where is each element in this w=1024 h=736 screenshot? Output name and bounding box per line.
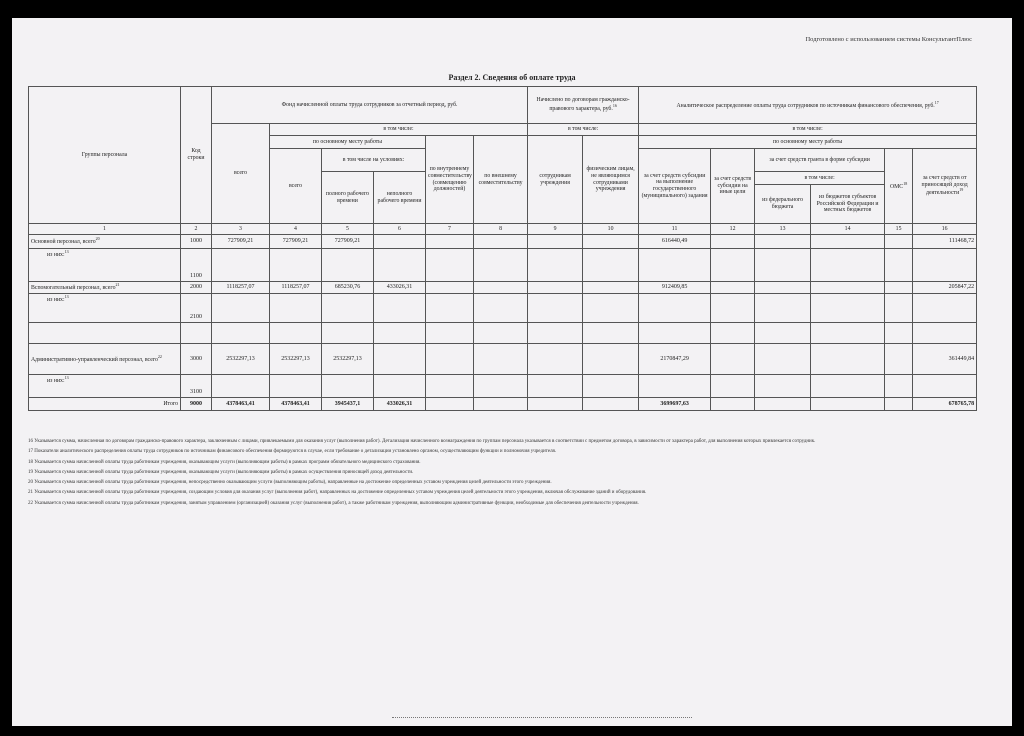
footnote: 21 Указывается сумма начисленной оплаты труда работникам учреждения, создающим условия для оказания услуг (выполнения работ), направленных на достижение определенных уставом учреждения целей деятельности этого учреждения, включая обслуживание зданий и оборудования.: [28, 490, 647, 496]
col-grant-header: за счет средств гранта в форме субсидии: [755, 149, 885, 172]
col-number: 15: [885, 224, 913, 235]
col-number: 12: [711, 224, 755, 235]
footnotes: [28, 439, 968, 511]
footnote: 16 Указывается сумма, начисленная по договорам гражданско-правового характера, заключенным с лицами, привлекаемыми для оказания услуг (выполнения работ). Детализация начисленного вознаграждения по группам персонала указывается в соответствии с предметом договора, в зависимости от характера работ, для выполнения которых привлекается сотрудник.: [28, 439, 816, 444]
col-other-subsidy-header: за счет средств субсидии на иные цели: [711, 149, 755, 224]
cell-main-total: 4378463,41: [270, 398, 322, 411]
col-analytic-incl-header: в том числе:: [639, 124, 977, 136]
col-number: 16: [913, 224, 977, 235]
col-number: 3: [212, 224, 270, 235]
cell-full-time: 727909,21: [322, 235, 374, 249]
col-incl-header: в том числе:: [270, 124, 528, 136]
document-page: [12, 18, 1012, 726]
footnote: 20 Указывается сумма начисленной оплаты труда работникам учреждения, непосредственно оказывающим услуги (выполняющим работы), направленные на достижение определенных уставом учреждения целей деятельности этого учреждения.: [28, 480, 552, 485]
row-code: 1100: [181, 249, 212, 282]
col-number: 10: [583, 224, 639, 235]
col-federal-header: из федерального бюджета: [755, 185, 811, 224]
footnote: 19 Указывается сумма начисленной оплаты труда работникам учреждения, оказывающим услуги (выполняющим работы) в рамках осуществления приносящей доход деятельности.: [28, 469, 414, 475]
col-contracts-header: Начислено по договорам гражданско-правового характера, руб.$^{16}$: [528, 87, 639, 124]
cell-state-task: 912409,85: [639, 282, 711, 294]
col-total-header: всего: [212, 124, 270, 224]
col-number: 4: [270, 224, 322, 235]
section-title: Раздел 2. Сведения об оплате труда: [448, 73, 576, 82]
header-note: Подготовлено с использованием системы КонсультантПлюс: [805, 36, 972, 43]
col-number: 6: [374, 224, 426, 235]
payroll-table: [28, 86, 977, 411]
col-state-task-header: за счет средств субсидии на выполнение государственного (муниципального) задания: [639, 149, 711, 224]
table-row: [29, 235, 977, 249]
col-analytic-main-place-header: по основному месту работы: [639, 136, 977, 149]
row-label: Вспомогательный персонал, всего$^{21}$: [29, 282, 181, 294]
row-code: 2100: [181, 294, 212, 323]
cell-part-time: 433026,31: [374, 282, 426, 294]
col-groups-header: Группы персонала: [29, 87, 181, 224]
col-analytic-header: Аналитическое распределение оплаты труда сотрудников по источникам финансового обеспечения, руб.$^{17}$: [639, 87, 977, 124]
row-code: 1000: [181, 235, 212, 249]
col-individuals-header: физическим лицам, не являющимся сотрудниками учреждения: [583, 136, 639, 224]
col-number: 5: [322, 224, 374, 235]
col-regional-header: из бюджетов субъектов Российской Федерации и местных бюджетов: [811, 185, 885, 224]
cell-part-time: 433026,31: [374, 398, 426, 411]
col-code-header: Код строки: [181, 87, 212, 224]
col-contracts-incl-header: в том числе:: [528, 124, 639, 136]
table-row: [29, 282, 977, 294]
cell-total: 4378463,41: [212, 398, 270, 411]
col-part-time-header: неполного рабочего времени: [374, 172, 426, 224]
table-row: [29, 249, 977, 282]
cell-total: 727909,21: [212, 235, 270, 249]
cell-state-task: 2170847,29: [639, 344, 711, 375]
col-external-header: по внешнему совместительству: [474, 136, 528, 224]
cell-full-time: 3945437,1: [322, 398, 374, 411]
col-number: 11: [639, 224, 711, 235]
cell-main-total: 727909,21: [270, 235, 322, 249]
cell-full-time: 685230,76: [322, 282, 374, 294]
cell-main-total: 2532297,13: [270, 344, 322, 375]
col-number: 1: [29, 224, 181, 235]
col-grant-incl-header: в том числе:: [755, 172, 885, 185]
row-code: 2000: [181, 282, 212, 294]
cell-income: 111468,72: [913, 235, 977, 249]
cell-full-time: 2532297,13: [322, 344, 374, 375]
col-internal-header: по внутреннему совместительству (совмещению должностей): [426, 136, 474, 224]
cell-state-task: 3699697,63: [639, 398, 711, 411]
col-number: 2: [181, 224, 212, 235]
cell-income: 205847,22: [913, 282, 977, 294]
footnote: 18 Указывается сумма начисленной оплаты труда работникам учреждения, оказывающим услуги (выполняющим работы) в рамках программ обязательного медицинского страхования.: [28, 459, 421, 465]
row-label: Основной персонал, всего$^{20}$: [29, 235, 181, 249]
table-row: [29, 344, 977, 375]
col-fund-header: Фонд начисленной оплаты труда сотрудников за отчетный период, руб.: [212, 87, 528, 124]
cell-main-total: 1118257,07: [270, 282, 322, 294]
col-incl-cond-header: в том числе на условиях:: [322, 149, 426, 172]
cell-total: 1118257,07: [212, 282, 270, 294]
table-row: [29, 294, 977, 323]
cell-total: 2532297,13: [212, 344, 270, 375]
total-label: Итого: [29, 398, 181, 411]
scan-edge-marks: [392, 717, 692, 720]
col-number: 8: [474, 224, 528, 235]
row-sublabel: из них:$^{13}$: [29, 249, 181, 282]
row-label: Административно-управленческий персонал, всего$^{22}$: [29, 344, 181, 375]
footnote: 22 Указывается сумма начисленной оплаты труда работникам учреждения, занятым управлением (организацией) оказания услуг (выполнения работ), а также работникам учреждения, выполняющим административные функции, необходимые для обеспечения деятельности учреждения.: [28, 500, 639, 506]
col-number: 13: [755, 224, 811, 235]
col-number: 9: [528, 224, 583, 235]
col-employees-header: сотрудникам учреждения: [528, 136, 583, 224]
col-full-time-header: полного рабочего времени: [322, 172, 374, 224]
cell-state-task: 616440,49: [639, 235, 711, 249]
cell-income: 678765,78: [913, 398, 977, 411]
col-income-header: за счет средств от приносящей доход деятельности$^{19}$: [913, 149, 977, 224]
col-main-place-header: по основному месту работы: [270, 136, 426, 149]
total-row: [29, 398, 977, 411]
col-main-total-header: всего: [270, 149, 322, 224]
table-row: [29, 375, 977, 398]
row-code: 3000: [181, 344, 212, 375]
row-code: 9000: [181, 398, 212, 411]
cell-income: 361449,84: [913, 344, 977, 375]
row-sublabel: из них:$^{13}$: [29, 375, 181, 398]
col-number: 7: [426, 224, 474, 235]
col-number: 14: [811, 224, 885, 235]
row-sublabel: из них:$^{13}$: [29, 294, 181, 323]
row-code: 3100: [181, 375, 212, 398]
footnote: 17 Показатели аналитического распределения оплаты труда сотрудников по источникам финансового обеспечения формируются в случае, если требование о детализации установлено органом, осуществляющим функции и полномочия учредителя.: [28, 449, 557, 455]
col-oms-header: ОМС$^{18}$: [885, 149, 913, 224]
